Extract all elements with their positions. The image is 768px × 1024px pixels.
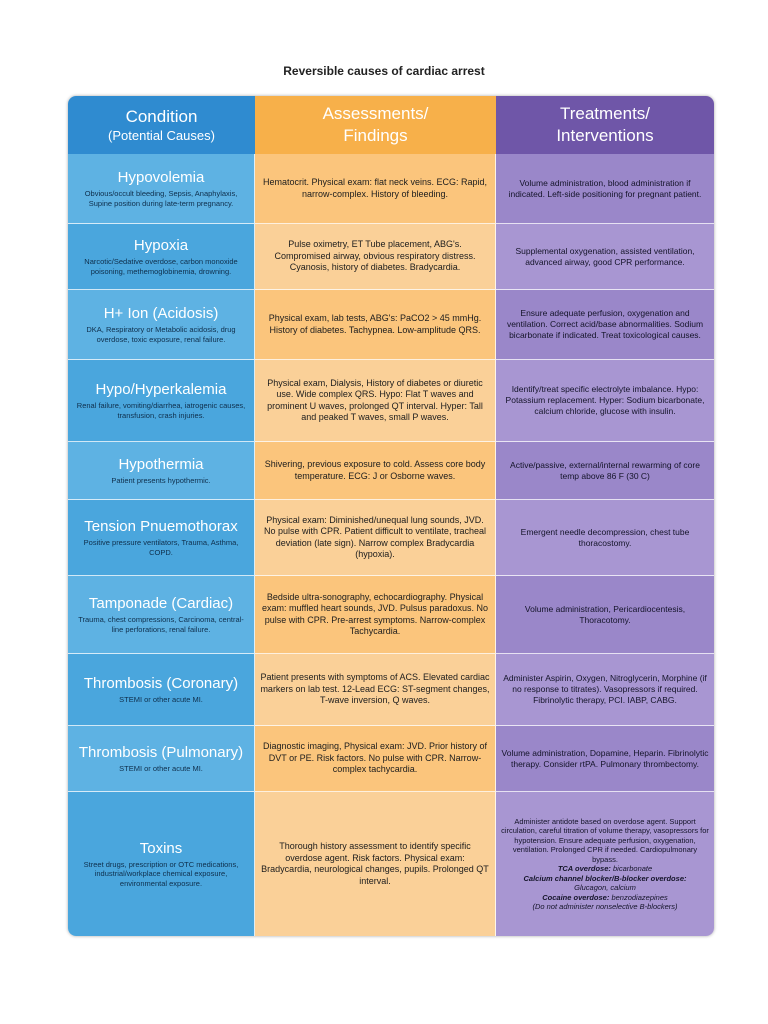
- assessment-text: Thorough history assessment to identify specific overdose agent. Risk factors. Physical exam: Bradycardia, neurological changes, pupils. Prolonged QT interval.: [261, 841, 489, 886]
- condition-name: Tamponade (Cardiac): [88, 595, 234, 612]
- condition-cell: [68, 726, 255, 792]
- treatment-text: Volume administration, blood administration if indicated. Left-side positioning for pregnant patient.: [508, 177, 702, 199]
- assessment-cell: [255, 792, 496, 936]
- header-treatments-line2: Interventions: [556, 126, 654, 145]
- header-assessments-line1: Assessments/: [322, 104, 429, 123]
- header-assessments-line2: Findings: [343, 126, 408, 145]
- condition-causes: STEMI or other acute MI.: [119, 694, 203, 704]
- assessment-text: Pulse oximetry, ET Tube placement, ABG's. Compromised airway, obvious respiratory distress. Cyanosis, history of diabetes. Bradycardia.: [274, 239, 476, 273]
- condition-cell: [68, 576, 255, 654]
- condition-causes: Narcotic/Sedative overdose, carbon monoxide poisoning, methemoglobinemia, drowning.: [84, 257, 238, 276]
- treatment-text: Emergent needle decompression, chest tube thoracostomy.: [520, 526, 690, 548]
- assessment-text: Hematocrit. Physical exam: flat neck veins. ECG: Rapid, narrow-complex. History of bleeding.: [262, 177, 488, 199]
- cocaine-overdose-line: [542, 893, 668, 903]
- tca-overdose-value: bicarbonate: [612, 864, 653, 873]
- condition-name: Hypo/Hyperkalemia: [95, 381, 227, 398]
- condition-causes: Obvious/occult bleeding, Sepsis, Anaphylaxis, Supine position during late-term pregnancy.: [84, 189, 238, 208]
- assessment-text: Physical exam: Diminished/unequal lung sounds, JVD. No pulse with CPR. Patient difficult to ventilate, tracheal deviation (late sign). Narrow complex Bradycardia (hypoxia).: [264, 514, 486, 559]
- condition-cell: [68, 224, 255, 290]
- condition-name: Hypoxia: [133, 237, 189, 254]
- header-condition-subtitle: (Potential Causes): [108, 127, 215, 143]
- condition-name: Thrombosis (Coronary): [83, 674, 239, 692]
- toxins-note: (Do not administer nonselective B-blockers): [532, 902, 678, 911]
- condition-name: Hypovolemia: [117, 169, 205, 186]
- cocaine-overdose-label: Cocaine overdose:: [542, 892, 610, 902]
- condition-cell: [68, 360, 255, 442]
- assessment-cell: [255, 360, 496, 442]
- ccb-overdose-value: Glucagon, calcium: [574, 883, 636, 892]
- assessment-text: Diagnostic imaging, Physical exam: JVD. Prior history of DVT or PE. Risk factors. No pulse with CPR. Narrow-complex tachycardia.: [262, 741, 488, 775]
- assessment-cell: [255, 442, 496, 500]
- treatment-text: Ensure adequate perfusion, oxygenation and ventilation. Correct acid/base abnormalities. Sodium bicarbonate if indicated. Treat toxicological causes.: [506, 308, 704, 340]
- condition-name: Thrombosis (Pulmonary): [78, 743, 244, 761]
- ccb-overdose-label: [524, 874, 687, 884]
- ccb-overdose-value-line: [574, 883, 636, 893]
- treatment-text: Administer Aspirin, Oxygen, Nitroglycerin, Morphine (if no response to titrates). Vasopressors if required. Fibrinolytic therapy, PCI. IABP, CABG.: [503, 673, 707, 705]
- condition-cell: [68, 500, 255, 576]
- header-treatments: [496, 96, 714, 154]
- treatment-cell: [496, 290, 714, 360]
- assessment-cell: [255, 654, 496, 726]
- condition-name: Tension Pnuemothorax: [84, 518, 238, 535]
- condition-name: Toxins: [139, 839, 183, 857]
- assessment-cell: [255, 154, 496, 224]
- treatment-cell: [496, 360, 714, 442]
- treatment-cell: [496, 654, 714, 726]
- condition-causes: Patient presents hypothermic.: [111, 475, 211, 485]
- tca-overdose-label: TCA overdose:: [557, 864, 611, 873]
- assessment-text: Shivering, previous exposure to cold. Assess core body temperature. ECG: J or Osborne waves.: [264, 459, 486, 481]
- treatment-text: Volume administration, Dopamine, Heparin. Fibrinolytic therapy. Consider rtPA. Pulmonary thrombectomy.: [501, 747, 709, 769]
- condition-cell: [68, 290, 255, 360]
- treatment-cell: [496, 224, 714, 290]
- treatment-text: Supplemental oxygenation, assisted ventilation, advanced airway, good CPR performance.: [515, 245, 695, 267]
- condition-causes: Trauma, chest compressions, Carcinoma, central-line perforations, renal failure.: [78, 615, 244, 634]
- assessment-text: Physical exam, lab tests, ABG's: PaCO2 > 45 mmHg. History of diabetes. Tachypnea. Low-amplitude QRS.: [268, 313, 482, 335]
- condition-causes: DKA, Respiratory or Metabolic acidosis, drug overdose, toxic exposure, renal failure.: [86, 325, 236, 344]
- condition-causes: Street drugs, prescription or OTC medications, industrial/workplace chemical exposure, environmental exposure.: [83, 859, 239, 888]
- assessment-text: Bedside ultra-sonography, echocardiography. Physical exam: muffled heart sounds, JVD. Pulsus paradoxus. No pulse with CPR. Pre-arrest symptoms. Narrow-complex Tachycardia.: [262, 591, 488, 636]
- condition-cell: [68, 792, 255, 936]
- condition-cell: [68, 154, 255, 224]
- condition-name: H+ Ion (Acidosis): [103, 305, 219, 322]
- treatment-cell: [496, 792, 714, 936]
- condition-cell: [68, 442, 255, 500]
- condition-causes: Positive pressure ventilators, Trauma, Asthma, COPD.: [83, 538, 239, 557]
- treatment-cell: [496, 154, 714, 224]
- treatment-text: Administer antidote based on overdose agent. Support circulation, careful titration of volume therapy, vasopressors for hypotension. Ensure adequate perfusion, oxygenation, ventilation. Prolonged CPR if needed. Cardiopulmonary bypass.: [501, 816, 709, 864]
- condition-causes: STEMI or other acute MI.: [119, 763, 203, 773]
- document-title: Reversible causes of cardiac arrest: [283, 64, 485, 78]
- assessment-text: Physical exam, Dialysis, History of diabetes or diuretic use. Wide complex QRS. Hypo: Flat T waves and prominent U waves, prolonged QT interval. Hyper: Tall and peaked T waves, small P waves.: [267, 377, 483, 422]
- ccb-overdose-label-text: Calcium channel blocker/B-blocker overdose:: [523, 873, 687, 883]
- treatment-cell: [496, 576, 714, 654]
- condition-causes: Renal failure, vomiting/diarrhea, iatrogenic causes, transfusion, crash injuries.: [76, 401, 246, 420]
- treatment-text: Volume administration, Pericardiocentesis, Thoracotomy.: [524, 603, 686, 625]
- reversible-causes-table: [68, 96, 714, 936]
- treatment-cell: [496, 500, 714, 576]
- treatment-text: Active/passive, external/internal rewarming of core temp above 86 F (30 C): [510, 459, 700, 481]
- condition-cell: [68, 654, 255, 726]
- header-condition-title: Condition: [125, 106, 198, 126]
- assessment-cell: [255, 576, 496, 654]
- assessment-cell: [255, 726, 496, 792]
- assessment-text: Patient presents with symptoms of ACS. Elevated cardiac markers on lab test. 12-Lead ECG: ST-segment changes, T-wave inversion, Q waves.: [260, 672, 490, 706]
- treatment-cell: [496, 442, 714, 500]
- assessment-cell: [255, 500, 496, 576]
- treatment-text: Identify/treat specific electrolyte imbalance. Hypo: Potassium replacement. Hyper: Sodium bicarbonate, calcium chloride, glucose with insulin.: [505, 384, 705, 416]
- assessment-cell: [255, 224, 496, 290]
- assessment-cell: [255, 290, 496, 360]
- treatment-cell: [496, 726, 714, 792]
- condition-name: Hypothermia: [118, 455, 204, 473]
- header-treatments-line1: Treatments/: [559, 104, 651, 123]
- header-condition: [68, 96, 255, 154]
- header-assessments: [255, 96, 496, 154]
- cocaine-overdose-value: benzodiazepines: [611, 892, 668, 902]
- tca-overdose-line: [558, 864, 652, 874]
